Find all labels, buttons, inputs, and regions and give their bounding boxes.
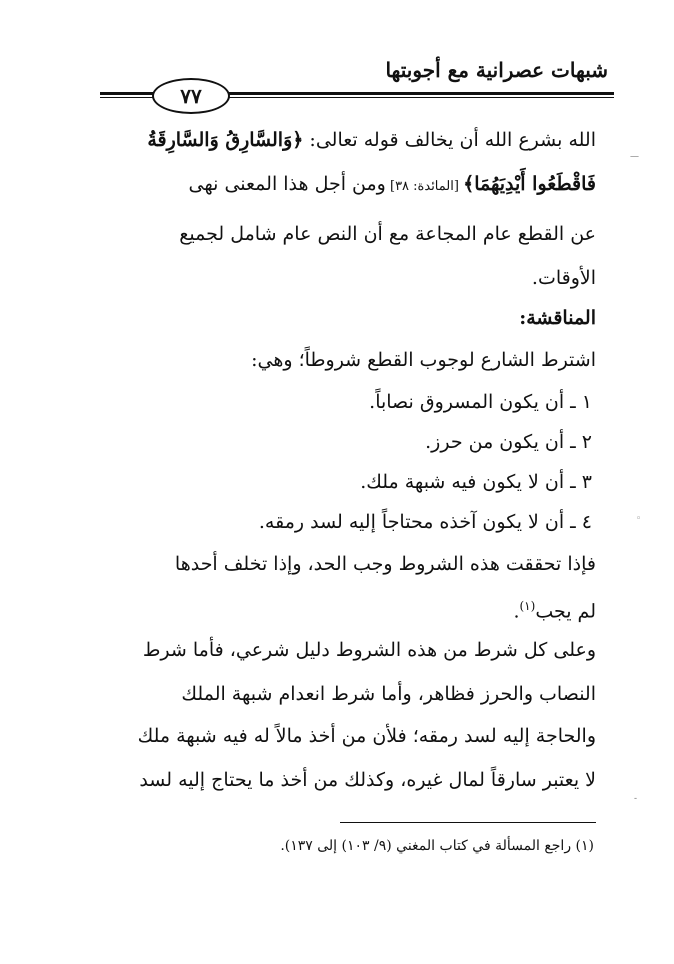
page-number: ٧٧ bbox=[152, 78, 230, 114]
footnote-rule bbox=[340, 822, 596, 823]
line2-text: ومن أجل هذا المعنى نهى bbox=[188, 173, 386, 195]
line1-text: الله بشرع الله أن يخالف قوله تعالى: bbox=[303, 129, 596, 151]
text-line-1 bbox=[147, 120, 596, 160]
result-line-2 bbox=[513, 586, 596, 631]
para-line-2: النصاب والحرز فظاهر، وأما شرط انعدام شبهة الملك bbox=[181, 683, 596, 705]
condition-2: ٢ ـ أن يكون من حرز. bbox=[425, 431, 592, 453]
page-header bbox=[118, 56, 610, 108]
margin-mark-icon: - bbox=[634, 794, 638, 804]
margin-mark-icon: ◦ bbox=[636, 514, 642, 524]
condition-4: ٤ ـ أن لا يكون آخذه محتاجاً إليه لسد رمقه. bbox=[258, 511, 592, 533]
text-line-4: الأوقات. bbox=[531, 267, 596, 289]
footnote-ref: (١) bbox=[519, 599, 536, 613]
footnote: (١) راجع المسألة في كتاب المغني (٩/ ١٠٣) إلى ١٣٧). bbox=[280, 838, 594, 854]
text-line-2 bbox=[189, 164, 596, 207]
result-line-2-text: لم يجب bbox=[535, 600, 596, 623]
intro-line: اشترط الشارع لوجوب القطع شروطاً؛ وهي: bbox=[251, 349, 596, 371]
quran-verse-part2: فَاقْطَعُوا أَيْدِيَهُمَا﴾ bbox=[463, 173, 596, 195]
condition-3: ٣ ـ أن لا يكون فيه شبهة ملك. bbox=[360, 471, 592, 493]
verse-citation: [المائدة: ٣٨] bbox=[385, 179, 464, 194]
running-title: شبهات عصرانية مع أجوبتها bbox=[385, 58, 608, 82]
section-heading: المناقشة: bbox=[519, 307, 596, 329]
result-line-1: فإذا تحققت هذه الشروط وجب الحد، وإذا تخلف أحدها bbox=[174, 553, 596, 575]
para-line-4: لا يعتبر سارقاً لمال غيره، وكذلك من أخذ ما يحتاج إليه لسد bbox=[139, 769, 596, 791]
result-end: . bbox=[513, 600, 520, 623]
para-line-3: والحاجة إليه لسد رمقه؛ فلأن من أخذ مالاً له فيه شبهة ملك bbox=[137, 725, 596, 747]
quran-verse-part1: ﴿وَالسَّارِقُ وَالسَّارِقَةُ bbox=[147, 129, 304, 151]
margin-mark-icon: — bbox=[630, 152, 639, 162]
condition-1: ١ ـ أن يكون المسروق نصاباً. bbox=[369, 391, 592, 413]
para-line-1: وعلى كل شرط من هذه الشروط دليل شرعي، فأما شرط bbox=[142, 639, 596, 661]
text-line-3: عن القطع عام المجاعة مع أن النص عام شامل لجميع bbox=[179, 223, 596, 245]
